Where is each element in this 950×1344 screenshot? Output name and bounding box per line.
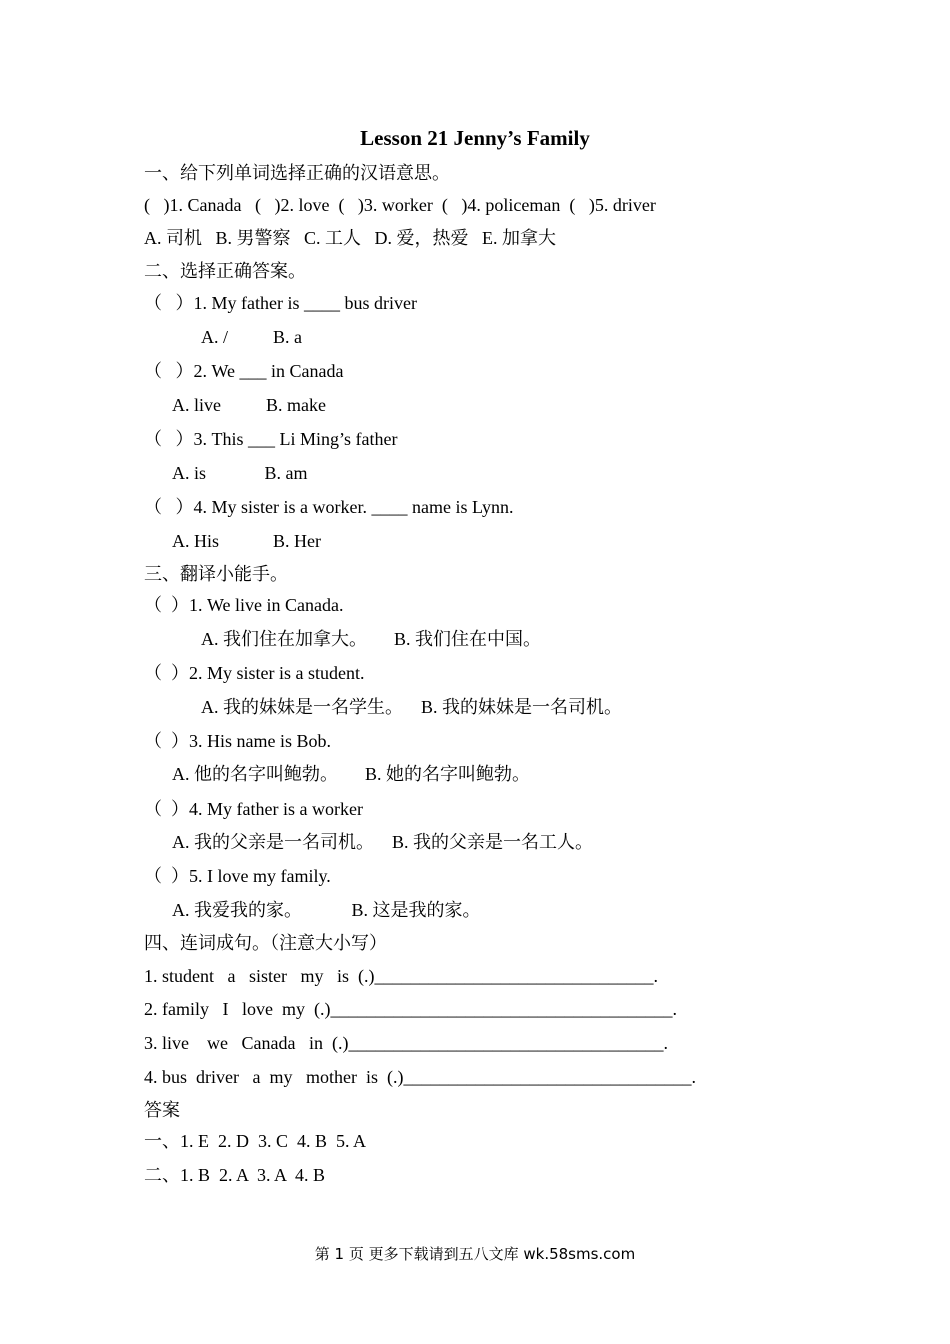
section2-options-4: A. His B. Her bbox=[172, 531, 321, 551]
section2-heading: 二、选择正确答案。 bbox=[144, 261, 306, 281]
section2-options-1: A. / B. a bbox=[201, 327, 302, 347]
section2-question-1: （ ）1. My father is ____ bus driver bbox=[144, 293, 417, 313]
section4-sentence-2: 2. family I love my (.)______________________________________. bbox=[144, 999, 677, 1019]
answers-section1: 一、1. E 2. D 3. C 4. B 5. A bbox=[144, 1131, 367, 1151]
section3-heading: 三、翻译小能手。 bbox=[144, 564, 288, 584]
section3-options-2: A. 我的妹妹是一名学生。 B. 我的妹妹是一名司机。 bbox=[201, 697, 623, 717]
section3-options-1: A. 我们住在加拿大。 B. 我们住在中国。 bbox=[201, 629, 542, 649]
section3-question-2: （ ）2. My sister is a student. bbox=[144, 663, 365, 683]
section3-options-3: A. 他的名字叫鲍勃。 B. 她的名字叫鲍勃。 bbox=[172, 764, 531, 784]
section1-heading: 一、给下列单词选择正确的汉语意思。 bbox=[144, 163, 450, 183]
section1-words: ( )1. Canada ( )2. love ( )3. worker ( )4. policeman ( )5. driver bbox=[144, 195, 656, 215]
section4-heading: 四、连词成句。（注意大小写） bbox=[144, 933, 387, 953]
section3-question-1: （ ）1. We live in Canada. bbox=[144, 595, 344, 615]
section1-options: A. 司机 B. 男警察 C. 工人 D. 爱，热爱 E. 加拿大 bbox=[144, 228, 557, 248]
section2-options-2: A. live B. make bbox=[172, 395, 326, 415]
section2-options-3: A. is B. am bbox=[172, 463, 308, 483]
answers-section2: 二、1. B 2. A 3. A 4. B bbox=[144, 1165, 326, 1185]
section3-options-4: A. 我的父亲是一名司机。 B. 我的父亲是一名工人。 bbox=[172, 832, 594, 852]
section4-sentence-3: 3. live we Canada in (.)___________________________________. bbox=[144, 1033, 668, 1053]
section2-question-4: （ ）4. My sister is a worker. ____ name is Lynn. bbox=[144, 497, 514, 517]
section4-sentence-4: 4. bus driver a my mother is (.)________________________________. bbox=[144, 1067, 696, 1087]
section3-options-5: A. 我爱我的家。 B. 这是我的家。 bbox=[172, 900, 481, 920]
section2-question-2: （ ）2. We ___ in Canada bbox=[144, 361, 344, 381]
page-title: Lesson 21 Jenny’s Family bbox=[360, 126, 590, 150]
section3-question-3: （ ）3. His name is Bob. bbox=[144, 731, 331, 751]
section3-question-5: （ ）5. I love my family. bbox=[144, 866, 331, 886]
answers-heading: 答案 bbox=[144, 1100, 180, 1120]
section4-sentence-1: 1. student a sister my is (.)_______________________________. bbox=[144, 966, 658, 986]
section2-question-3: （ ）3. This ___ Li Ming’s father bbox=[144, 429, 398, 449]
page-footer: 第 1 页 更多下载请到五八文库 wk.58sms.com bbox=[314, 1245, 636, 1263]
section3-question-4: （ ）4. My father is a worker bbox=[144, 799, 363, 819]
